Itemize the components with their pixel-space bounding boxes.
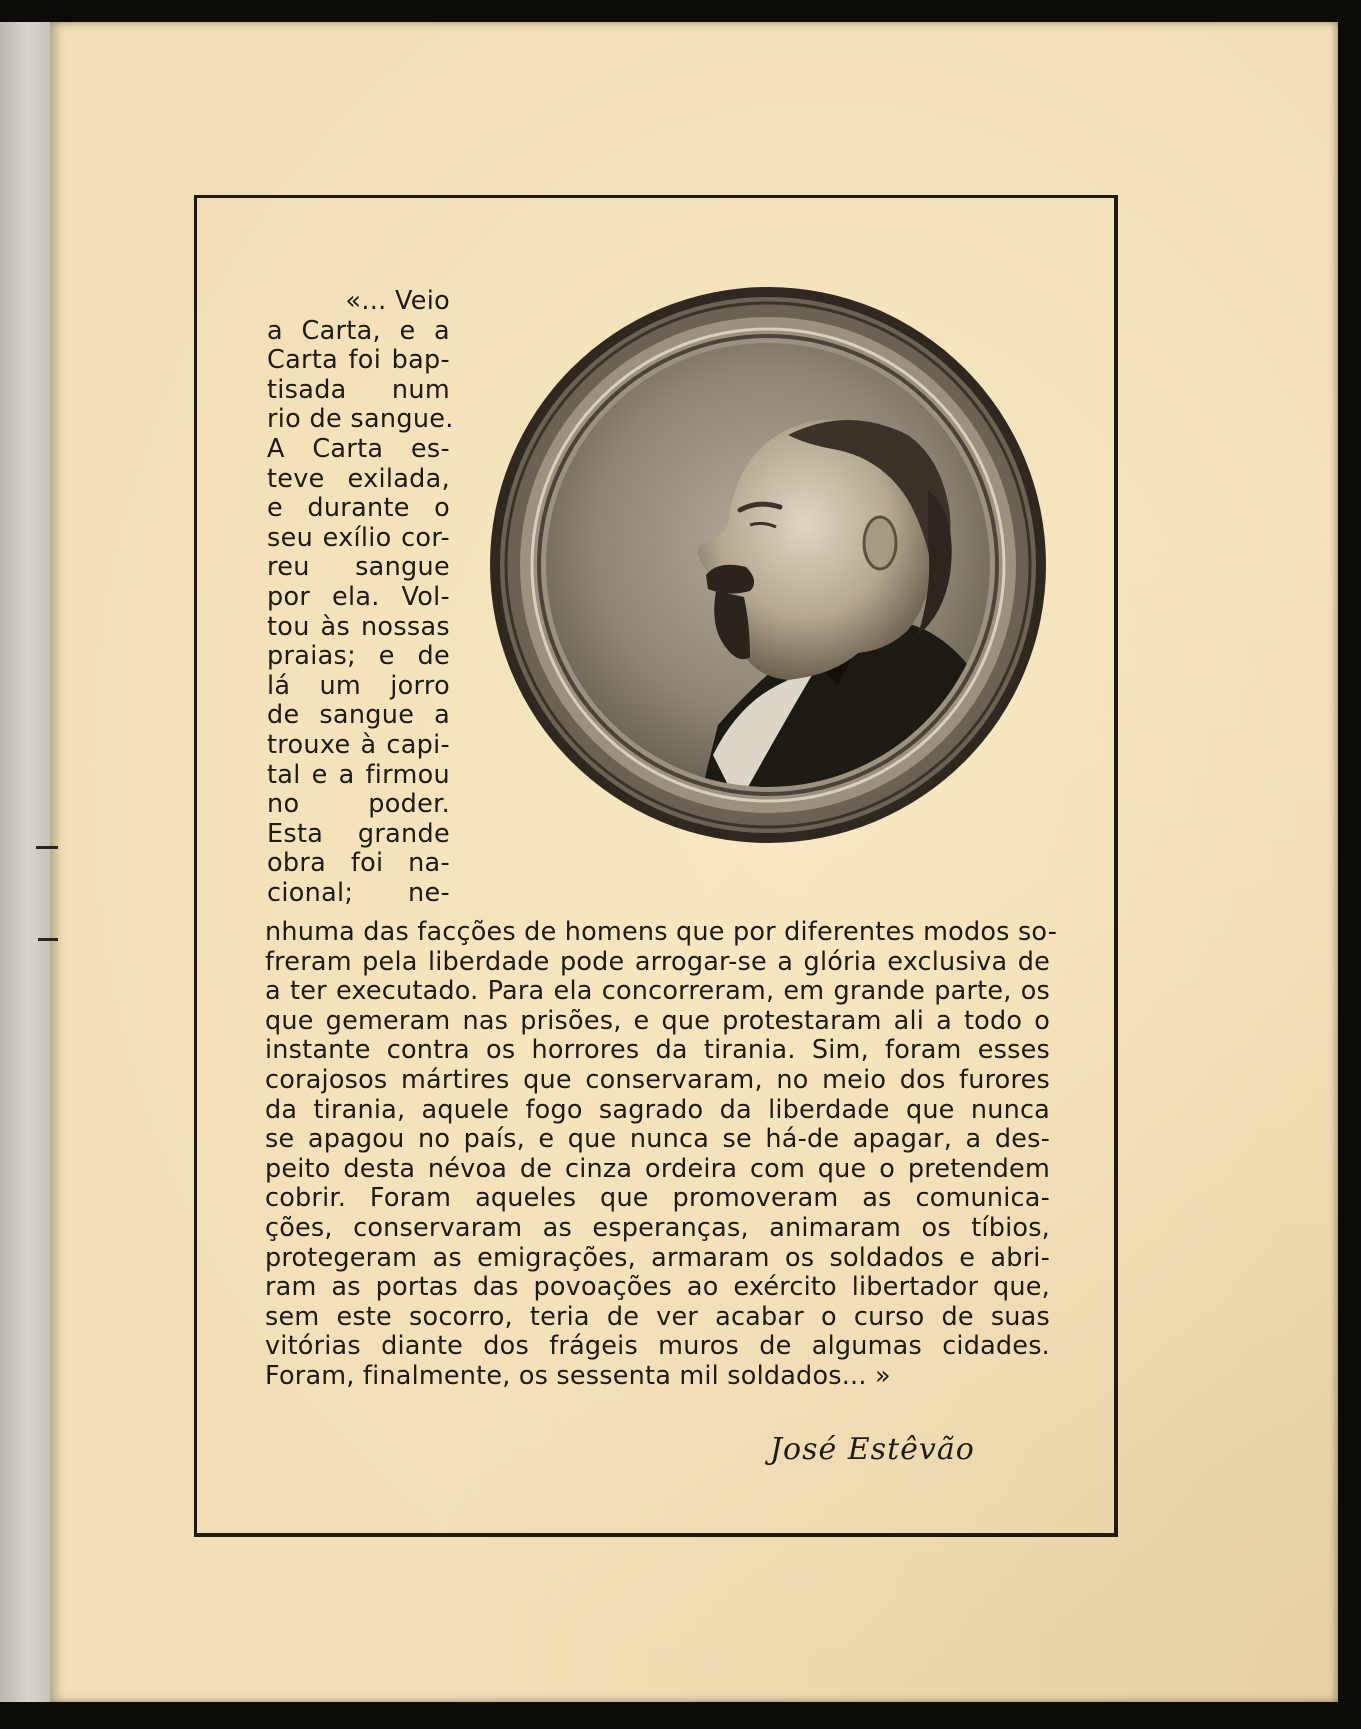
- quote-line: peito desta névoa de cinza ordeira com que o pretendem: [265, 1153, 1050, 1184]
- quote-line: cobrir. Foram aqueles que promoveram as comunica-: [265, 1183, 1050, 1214]
- quote-line: A Carta es-: [267, 433, 450, 464]
- quote-line: lá um jorro: [267, 670, 450, 701]
- quote-line: praias; e de: [267, 641, 450, 672]
- quote-line: Esta grande: [267, 818, 450, 849]
- quote-line: no poder.: [267, 789, 450, 820]
- quote-line: protegeram as emigrações, armaram os soldados e abri-: [265, 1242, 1050, 1273]
- quote-line: freram pela liberdade pode arrogar-se a glória exclusiva de: [265, 946, 1050, 977]
- quote-line: se apagou no país, e que nunca se há-de apagar, a des-: [265, 1124, 1050, 1155]
- quote-line: trouxe à capi-: [267, 729, 450, 760]
- portrait-medallion-icon: [488, 285, 1048, 845]
- quote-body-text: [265, 917, 1058, 1392]
- quote-line: instante contra os horrores da tirania. Sim, foram esses: [265, 1035, 1050, 1066]
- quote-line: tal e a firmou: [267, 759, 450, 790]
- quote-line: a ter executado. Para ela concorreram, em grande parte, os: [265, 976, 1050, 1007]
- quote-line: nhuma das facções de homens que por diferentes modos so-: [265, 917, 1058, 947]
- quote-line: teve exilada,: [267, 463, 450, 494]
- quote-line: cional; ne-: [267, 877, 450, 908]
- binding-mark: [36, 846, 58, 849]
- quote-line: da tirania, aquele fogo sagrado da liberdade que nunca: [265, 1094, 1050, 1125]
- quote-line: ções, conservaram as esperanças, animaram os tíbios,: [265, 1212, 1050, 1243]
- quote-line: a Carta, e a: [267, 315, 450, 346]
- quote-line: seu exílio cor-: [267, 522, 450, 553]
- binding-mark: [38, 938, 58, 941]
- quote-line: por ela. Vol-: [267, 581, 450, 612]
- quote-line: vitórias diante dos frágeis muros de algumas cidades.: [265, 1331, 1050, 1362]
- page-spine: [0, 22, 52, 1702]
- quote-line: rio de sangue.: [267, 404, 454, 435]
- quote-line: «... Veio: [345, 286, 450, 316]
- quote-line: Foram, finalmente, os sessenta mil soldados... »: [265, 1360, 891, 1391]
- quote-line: tisada num: [267, 374, 450, 405]
- quote-line: de sangue a: [267, 700, 450, 731]
- author-signature: José Estêvão: [770, 1432, 975, 1467]
- quote-column-text: [267, 286, 454, 908]
- quote-line: tou às nossas: [267, 611, 450, 642]
- quote-line: Carta foi bap-: [267, 345, 450, 376]
- quote-line: corajosos mártires que conservaram, no meio dos furores: [265, 1064, 1050, 1095]
- quote-line: ram as portas das povoações ao exército libertador que,: [265, 1272, 1050, 1303]
- quote-line: e durante o: [267, 493, 450, 524]
- quote-line: obra foi na-: [267, 848, 450, 879]
- quote-line: que gemeram nas prisões, e que protestaram ali a todo o: [265, 1005, 1050, 1036]
- quote-line: reu sangue: [267, 552, 450, 583]
- quote-line: sem este socorro, teria de ver acabar o curso de suas: [265, 1301, 1050, 1332]
